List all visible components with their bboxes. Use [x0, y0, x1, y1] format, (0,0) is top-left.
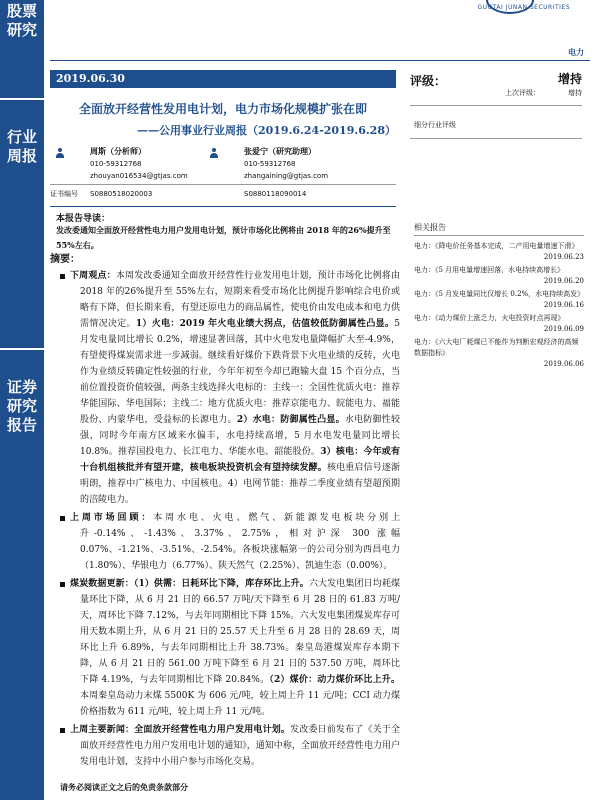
disclaimer-footer: 请务必阅读正文之后的免责条款部分 [60, 782, 188, 792]
rating-box [410, 70, 582, 97]
bullet-outlook [54, 268, 400, 508]
related-item[interactable] [414, 337, 584, 370]
abstract-content [54, 268, 400, 772]
sidebar-industry-weekly: 行业周报 [6, 128, 37, 165]
report-title: 全面放开经营性发用电计划，电力市场化规模扩张在即 [78, 102, 367, 116]
bullet-text: 5 月发电量同比增长 0.2%，增速显著回落，其中火电发电量降幅扩大至-4.9%，有望使得煤炭需求进一步减弱。继续看好煤价下跌背景下火电业绩的反转，火电作为业绩反转确定性较强的行业，今年年初至今却已跑输大盘 15 个百分点，当前位置投资价值较强，两条主线选择火电标的：主线一：全国性优质火电：推荐华能国际、华电国际；主线二：地方优质火电：推荐京能电力、皖能电力、福能股份、内蒙华电，受益标的长源电力。 [80, 319, 400, 425]
related-item[interactable] [414, 289, 584, 311]
sidebar-separator [0, 98, 44, 100]
rating-label: 评级： [410, 74, 447, 88]
report-subtitle: ——公用事业行业周报（2019.6.24-2019.6.28） [136, 124, 396, 137]
sidebar-securities-report: 证券研究报告 [6, 378, 37, 434]
bullet-text: 发改委日前发布了《关于全面放开经营性电力用户发用电计划的通知》，通知中称，全面放开经营性电力用户发用电计划，支持中小用户参与市场化交易。 [80, 725, 400, 767]
related-item-title[interactable]: 电力：《降电价任务基本完成，二产用电量增速下滑》 [414, 242, 579, 250]
bullet-text: 本周秦皇岛动力末煤 5500K 为 606 元/吨，较上周上升 11 元/吨；CCI 动力煤价格指数为 611 元/吨，较上周上升 11 元/吨。 [80, 691, 400, 717]
cert-label: 证书编号 [50, 190, 78, 198]
related-item-title[interactable]: 电力：《六大电厂耗煤已不能作为判断宏观经济的高频数据指标》 [414, 338, 579, 357]
bullet-head: 上周主要新闻：全面放开经营性电力用户发用电计划。 [70, 725, 291, 735]
related-reports [414, 222, 584, 372]
previous-rating [505, 88, 582, 98]
bullet-subhead: 2）水电：防御属性凸显。 [236, 415, 345, 425]
sector-tag: 电力 [568, 47, 584, 57]
sidebar-stock-research: 股票研究 [6, 2, 37, 39]
rating-value: 增持 [557, 72, 582, 86]
related-divider [414, 235, 584, 236]
related-item[interactable] [414, 313, 584, 335]
related-item-title[interactable]: 电力：《5 月用电量增速回落，水电持续高增长》 [414, 266, 565, 274]
bullet-square-icon [60, 274, 65, 279]
bullet-coal-data [54, 576, 400, 720]
author-email[interactable]: zhouyan016534@gtjas.com [90, 172, 188, 180]
bullet-square-icon [60, 728, 65, 733]
certificate-row [50, 184, 396, 200]
author-phone: 010-59312768 [90, 160, 142, 168]
author-phone: 010-59312768 [244, 160, 296, 168]
bullet-subhead: 1）火电：2019 年火电业绩大拐点，估值较低防御属性凸显。 [135, 319, 395, 329]
bullet-market-review [54, 510, 400, 574]
related-item[interactable] [414, 241, 584, 263]
bullet-subhead: （2）煤价：动力煤价环比上升。 [269, 675, 400, 685]
related-item-date: 2019.06.06 [543, 360, 584, 368]
author-email[interactable]: zhangaining@gtjas.com [244, 172, 329, 180]
related-item-date: 2019.06.20 [543, 277, 584, 285]
left-sidebar [0, 0, 44, 800]
guide-title: 本报告导读： [56, 214, 111, 224]
bullet-square-icon [60, 582, 65, 587]
related-item-date: 2019.06.09 [543, 325, 584, 333]
authors-divider [50, 206, 396, 207]
header-divider [50, 60, 590, 61]
previous-rating-label: 上次评级： [505, 89, 540, 97]
abstract-title: 摘要： [50, 254, 80, 265]
bullet-text: 本周水电、火电、燃气、新能源发电板块分别上升-0.14%、-1.43%、3.37%、2.75%，相对沪深 300 涨幅 0.07%、-1.21%、-3.51%、-2.54%。各板块涨幅第一的公司分别为西昌电力（1.80%）、华银电力（6.77%）、陕天然气（2.25%）、凯迪生态（0.00%）。 [80, 513, 400, 571]
authors-block [50, 146, 396, 204]
bullet-text: 核电重启信号逐渐明朗，推荐中广核电力、中国核电。4）电网节能：推荐二季度业绩有望超预期的涪陵电力。 [80, 463, 400, 505]
person-icon [210, 148, 218, 158]
author-2 [244, 146, 328, 182]
sidebar-separator [0, 348, 44, 350]
related-item-date: 2019.06.16 [543, 301, 584, 309]
bullet-subhead: 3）核电：今年或有十台机组核批并有望开建，核电板块投资机会有望持续发酵。 [80, 447, 401, 473]
guide-text: 发改委通知全面放开经营性电力用户发用电计划，预计市场化比例将由 2018 年的26%提升至 55%左右。 [56, 225, 391, 250]
related-title: 相关报告 [414, 223, 446, 232]
author-name: 张爱宁（研究助理） [244, 147, 316, 156]
author-1 [90, 146, 188, 182]
bullet-text: 本周发改委通知全面放开经营性行业发用电计划，预计市场化比例将由 2018 年的26%提升至 55%左右，短期来看受市场化比例提升影响综合电价或略有下降，但长期来看，有望还原电力的商品属性，使电价由发电成本和电力供需情况决定。 [80, 271, 400, 329]
previous-rating-value: 增持 [568, 89, 582, 97]
logo-text: GUOTAI JUNAN SECURITIES [477, 4, 570, 11]
bullet-head: 下周观点： [70, 271, 116, 281]
report-date: 2019.06.30 [50, 70, 396, 88]
sub-industry-rating: 细分行业评级 [414, 121, 456, 129]
related-item[interactable] [414, 265, 584, 287]
cert-number: S0880518020003 [90, 190, 153, 198]
related-item-title[interactable]: 电力：《动力煤价上涨乏力，火电投资时点再现》 [414, 314, 565, 322]
author-name: 周斯（分析师） [90, 147, 146, 156]
bullet-square-icon [60, 516, 65, 521]
rating-divider [410, 105, 582, 106]
bullet-text: 水电防御性较强，同时今年南方区域来水偏丰，水电持续高增，5 月水电发电量同比增长 10.8%。推荐国投电力、长江电力、华能水电、韶能股份。 [80, 415, 400, 457]
cert-number: S0880118090014 [244, 190, 307, 198]
person-icon [56, 148, 64, 158]
bullet-news [54, 722, 400, 770]
rating-divider [410, 138, 582, 139]
company-logo [400, 0, 600, 14]
bullet-head: 煤炭数据更新：（1）供需：日耗环比下降，库存环比上升。 [70, 579, 309, 589]
bullet-text: 六大发电集团日均耗煤量环比下降，从 6 月 21 日的 66.57 万吨/天下降至 6 月 28 日的 61.83 万吨/天，周环比下降 7.12%，与去年同期相比下降 15%。六大发电集团煤炭库存可用天数本期上升，从 6 月 21 日的 25.57 天上升至 6 月 28 日的 28.69 天，周环比上升 6.89%，与去年同期相比上升 38.73%。秦皇岛港煤炭库存本期下降，从 6 月 21 日的 561.00 万吨下降至 6 月 21 日的 537.50 万吨，周环比下降 4.19%，与去年同期相比下降 20.84%。 [80, 579, 400, 685]
bullet-head: 上周市场回顾： [70, 513, 154, 523]
related-item-date: 2019.06.23 [543, 253, 584, 261]
related-item-title[interactable]: 电力：《5 月发电量同比仅增长 0.2%，水电持续高发》 [414, 290, 585, 298]
